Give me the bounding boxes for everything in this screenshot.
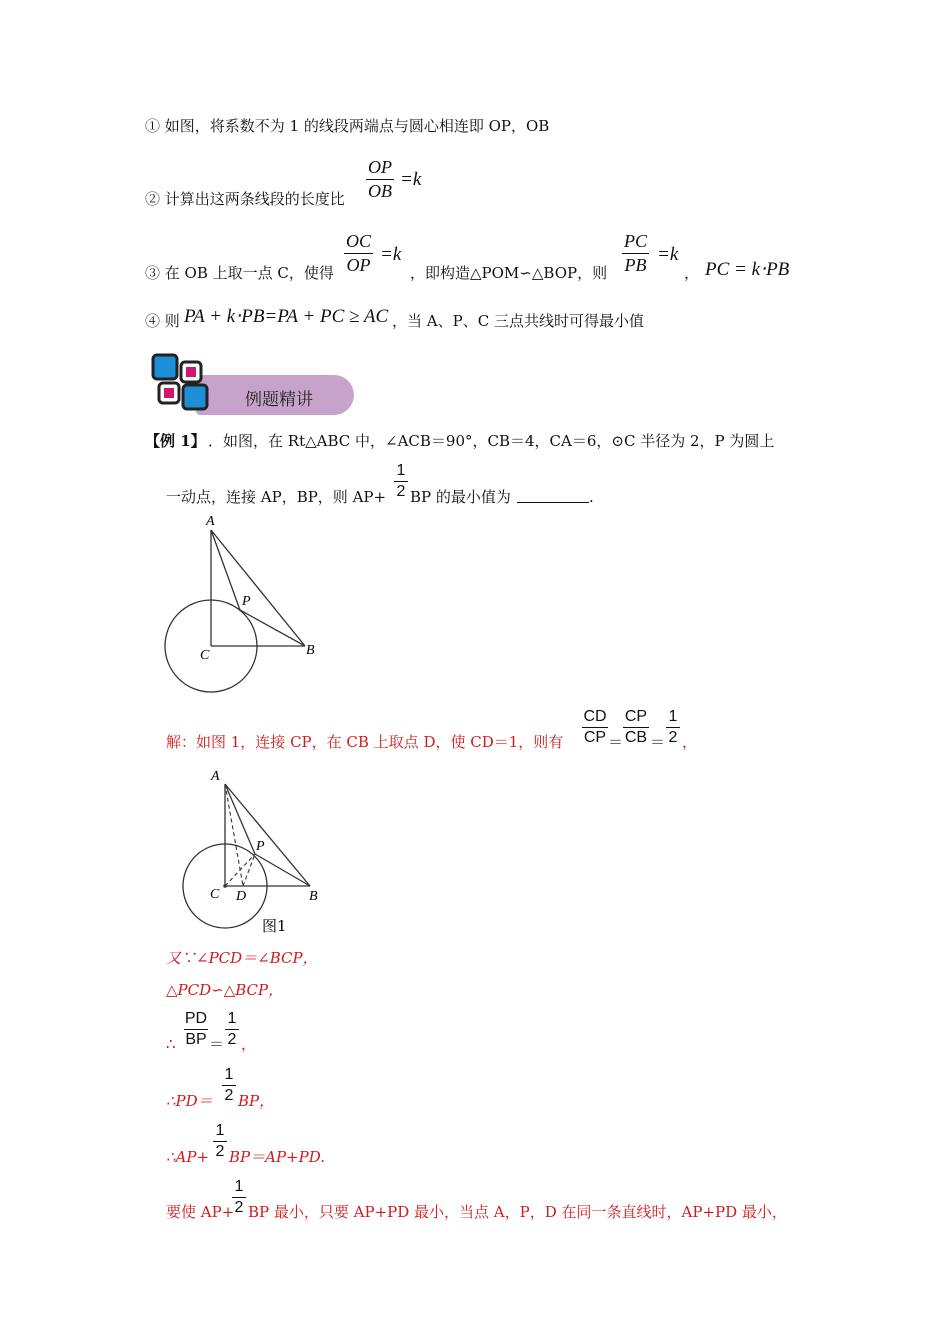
fraction-numerator: OC bbox=[346, 231, 372, 251]
step-4-part-a: ④ 则 bbox=[145, 312, 180, 330]
fraction-denominator: 2 bbox=[227, 1031, 237, 1048]
solution-line-6-pre: ∴AP+ bbox=[166, 1148, 210, 1166]
step-4-formula: PA + k⋅PB=PA + PC ≥ AC bbox=[184, 306, 389, 327]
step-4-part-b: ，当 A、P、C 三点共线时可得最小值 bbox=[392, 312, 644, 330]
solution-line-5-post: BP， bbox=[238, 1092, 275, 1110]
label-a: A bbox=[206, 514, 215, 529]
fraction-denominator: 2 bbox=[215, 1143, 225, 1160]
fraction-numerator: PD bbox=[184, 1010, 208, 1027]
step-3-fraction-2 bbox=[622, 231, 649, 276]
fraction-denominator: 2 bbox=[224, 1087, 234, 1104]
fraction-bar bbox=[344, 253, 373, 254]
half-fraction bbox=[394, 462, 408, 501]
equals-sign: ＝ bbox=[209, 1035, 225, 1053]
label-c: C bbox=[210, 887, 220, 902]
four-squares-icon bbox=[150, 352, 216, 418]
fraction-bar bbox=[184, 1029, 208, 1030]
example-line-1: ．如图，在 Rt△ABC 中，∠ACB＝90°，CB＝4，CA＝6，⊙C 半径为 2，P 为圆上 bbox=[208, 432, 775, 450]
step-3-comma: ， bbox=[684, 264, 700, 282]
fraction-numerator: 1 bbox=[224, 1066, 234, 1083]
equals-sign: ＝ bbox=[650, 733, 666, 751]
fraction-numerator: 1 bbox=[668, 708, 678, 725]
fraction-numerator: OP bbox=[368, 157, 392, 177]
fraction-denominator: OB bbox=[368, 181, 392, 201]
example-tag: 【例 1】 bbox=[145, 432, 206, 450]
step-3-part-b: ，即构造△POM∽△BOP，则 bbox=[410, 264, 608, 282]
step-1: ① 如图，将系数不为 1 的线段两端点与圆心相连即 OP，OB bbox=[145, 117, 550, 135]
ratio-one-half bbox=[225, 1010, 239, 1049]
fraction-bar bbox=[582, 727, 608, 728]
fraction-bar bbox=[366, 179, 394, 180]
fraction-numerator: 1 bbox=[234, 1178, 244, 1195]
fraction-bar bbox=[225, 1029, 239, 1030]
fraction-numerator: 1 bbox=[215, 1122, 225, 1139]
fraction-numerator: PC bbox=[624, 231, 648, 251]
step-3-fraction-1 bbox=[344, 231, 373, 276]
equals-sign: ＝ bbox=[608, 733, 624, 751]
example-line-2-a: 一动点，连接 AP，BP，则 AP+ bbox=[166, 488, 387, 506]
fraction-denominator: 2 bbox=[396, 483, 406, 500]
ratio-cp-cb bbox=[623, 708, 649, 747]
answer-blank[interactable] bbox=[517, 488, 589, 507]
fraction-denominator: 2 bbox=[234, 1199, 244, 1216]
step-3-part-a: ③ 在 OB 上取一点 C，使得 bbox=[145, 264, 334, 282]
ratio-pd-bp bbox=[184, 1010, 208, 1049]
fraction-denominator: PB bbox=[624, 255, 647, 275]
fraction-denominator: CB bbox=[624, 729, 648, 746]
fraction-bar bbox=[666, 727, 680, 728]
label-d: D bbox=[236, 889, 247, 904]
solution-line-3: △PCD∽△BCP， bbox=[166, 981, 284, 999]
label-a: A bbox=[211, 769, 220, 784]
ratio-cd-cp bbox=[582, 708, 608, 747]
figure-1-solution bbox=[176, 762, 336, 942]
fraction-bar bbox=[394, 481, 408, 482]
half-fraction bbox=[213, 1122, 227, 1161]
label-b: B bbox=[306, 643, 315, 658]
label-c: C bbox=[200, 648, 210, 663]
example-line-2-c: . bbox=[589, 488, 594, 506]
label-b: B bbox=[309, 889, 318, 904]
solution-line-1: 解：如图 1，连接 CP，在 CB 上取点 D，使 CD＝1，则有 bbox=[166, 733, 564, 751]
solution-line-2: 又∵∠PCD＝∠BCP， bbox=[166, 949, 318, 967]
half-fraction bbox=[222, 1066, 236, 1105]
solution-line-7-post: BP 最小，只要 AP+PD 最小，当点 A，P，D 在同一条直线时，AP+PD 最小， bbox=[248, 1203, 787, 1221]
fraction-bar bbox=[623, 727, 649, 728]
fraction-numerator: CP bbox=[624, 708, 648, 725]
fraction-denominator: BP bbox=[185, 1031, 207, 1048]
step-3-equals-k-2: =k bbox=[657, 244, 679, 265]
solution-line-7-pre: 要使 AP+ bbox=[166, 1203, 235, 1221]
fraction-numerator: 1 bbox=[396, 462, 406, 479]
half-fraction bbox=[232, 1178, 246, 1217]
example-line-2-b: BP 的最小值为 bbox=[410, 488, 511, 506]
fraction-denominator: OP bbox=[346, 255, 371, 275]
comma: ， bbox=[241, 1035, 257, 1053]
figure-caption: 图1 bbox=[262, 917, 287, 935]
ratio-one-half bbox=[666, 708, 680, 747]
fraction-bar bbox=[222, 1085, 236, 1086]
fraction-denominator: 2 bbox=[668, 729, 678, 746]
solution-line-6-post: BP＝AP+PD. bbox=[229, 1148, 325, 1166]
solution-line-5-pre: ∴PD＝ bbox=[166, 1092, 213, 1110]
label-p: P bbox=[256, 839, 265, 854]
label-p: P bbox=[242, 594, 251, 609]
fraction-numerator: CD bbox=[583, 708, 607, 725]
comma: ， bbox=[682, 733, 698, 751]
fraction-bar bbox=[622, 253, 649, 254]
step-2: ② 计算出这两条线段的长度比 bbox=[145, 190, 345, 208]
step-2-equals-k: =k bbox=[400, 169, 422, 190]
step-3-equals-k-1: =k bbox=[380, 244, 402, 265]
fraction-denominator: CP bbox=[583, 729, 607, 746]
fraction-bar bbox=[213, 1141, 227, 1142]
step-3-formula: PC = k⋅PB bbox=[705, 259, 790, 280]
step-2-fraction bbox=[366, 157, 394, 202]
fraction-bar bbox=[232, 1197, 246, 1198]
therefore-sign: ∴ bbox=[166, 1035, 176, 1053]
section-title: 例题精讲 bbox=[245, 390, 313, 410]
fraction-numerator: 1 bbox=[227, 1010, 237, 1027]
figure-triangle-circle bbox=[160, 510, 330, 700]
